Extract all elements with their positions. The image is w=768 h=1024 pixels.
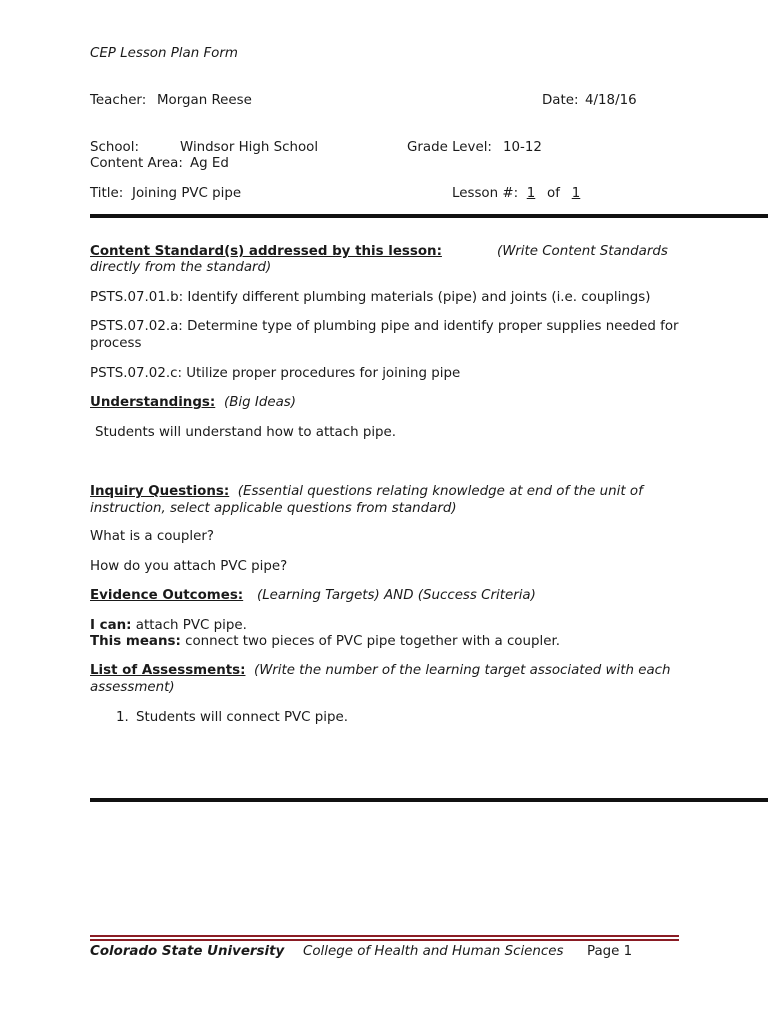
content-area-value: Ag Ed bbox=[190, 156, 229, 171]
means-line bbox=[90, 634, 560, 649]
standard-item: PSTS.07.02.c: Utilize proper procedures for joining pipe bbox=[90, 366, 461, 381]
assessments-block bbox=[90, 663, 680, 696]
grade-label: Grade Level: bbox=[407, 140, 492, 155]
lesson-of-label: of bbox=[547, 186, 560, 201]
footer-page-number: Page 1 bbox=[587, 944, 633, 959]
content-standards-note: (Write Content Standards bbox=[497, 244, 668, 259]
teacher-name: Morgan Reese bbox=[157, 93, 252, 108]
lesson-number-label: Lesson #: bbox=[452, 186, 519, 201]
school-label: School: bbox=[90, 140, 139, 155]
content-area-label: Content Area: bbox=[90, 156, 183, 171]
ican-label: I can: bbox=[90, 618, 132, 633]
content-standards-note-cont: directly from the standard) bbox=[90, 260, 272, 275]
school-name: Windsor High School bbox=[180, 140, 319, 155]
understandings-heading: Understandings: bbox=[90, 395, 216, 410]
assessment-item: Students will connect PVC pipe. bbox=[136, 710, 349, 725]
ican-text: attach PVC pipe. bbox=[135, 618, 247, 633]
lesson-title: Joining PVC pipe bbox=[132, 186, 242, 201]
date-value: 4/18/16 bbox=[585, 93, 637, 108]
means-text: connect two pieces of PVC pipe together with a coupler. bbox=[185, 634, 560, 649]
inquiry-question: How do you attach PVC pipe? bbox=[90, 559, 288, 574]
lesson-title-label: Title: bbox=[90, 186, 124, 201]
standard-item: PSTS.07.02.a: Determine type of plumbing pipe and identify proper supplies needed for process bbox=[90, 319, 679, 351]
footer-college: College of Health and Human Sciences bbox=[303, 944, 564, 959]
understandings-note: (Big Ideas) bbox=[224, 395, 296, 410]
body-divider bbox=[90, 798, 768, 802]
content-standards-heading: Content Standard(s) addressed by this lesson: bbox=[90, 244, 442, 259]
footer-rule-bottom bbox=[90, 939, 679, 941]
header-divider bbox=[90, 214, 768, 218]
inquiry-block bbox=[90, 484, 680, 517]
inquiry-note: (Essential questions relating knowledge at end of the unit of instruction, select applicable questions from standard) bbox=[90, 484, 643, 516]
standard-item: PSTS.07.01.b: Identify different plumbing materials (pipe) and joints (i.e. couplings) bbox=[90, 290, 651, 305]
grade-value: 10-12 bbox=[503, 140, 542, 155]
understandings-text: Students will understand how to attach pipe. bbox=[95, 425, 397, 440]
inquiry-heading: Inquiry Questions: bbox=[90, 484, 230, 499]
evidence-note: (Learning Targets) AND (Success Criteria) bbox=[257, 588, 536, 603]
footer-rule-top bbox=[90, 935, 679, 937]
means-label: This means: bbox=[90, 634, 181, 649]
evidence-heading: Evidence Outcomes: bbox=[90, 588, 244, 603]
teacher-label: Teacher: bbox=[90, 93, 147, 108]
ican-line bbox=[90, 618, 247, 633]
form-title: CEP Lesson Plan Form bbox=[90, 46, 238, 61]
assessment-number: 1. bbox=[116, 710, 129, 725]
footer-university: Colorado State University bbox=[90, 944, 285, 959]
assessments-note: (Write the number of the learning target associated with each assessment) bbox=[90, 663, 671, 695]
inquiry-question: What is a coupler? bbox=[90, 529, 214, 544]
assessments-heading: List of Assessments: bbox=[90, 663, 246, 678]
lesson-number: 1 bbox=[526, 186, 536, 201]
lesson-total: 1 bbox=[571, 186, 581, 201]
date-label: Date: bbox=[542, 93, 579, 108]
